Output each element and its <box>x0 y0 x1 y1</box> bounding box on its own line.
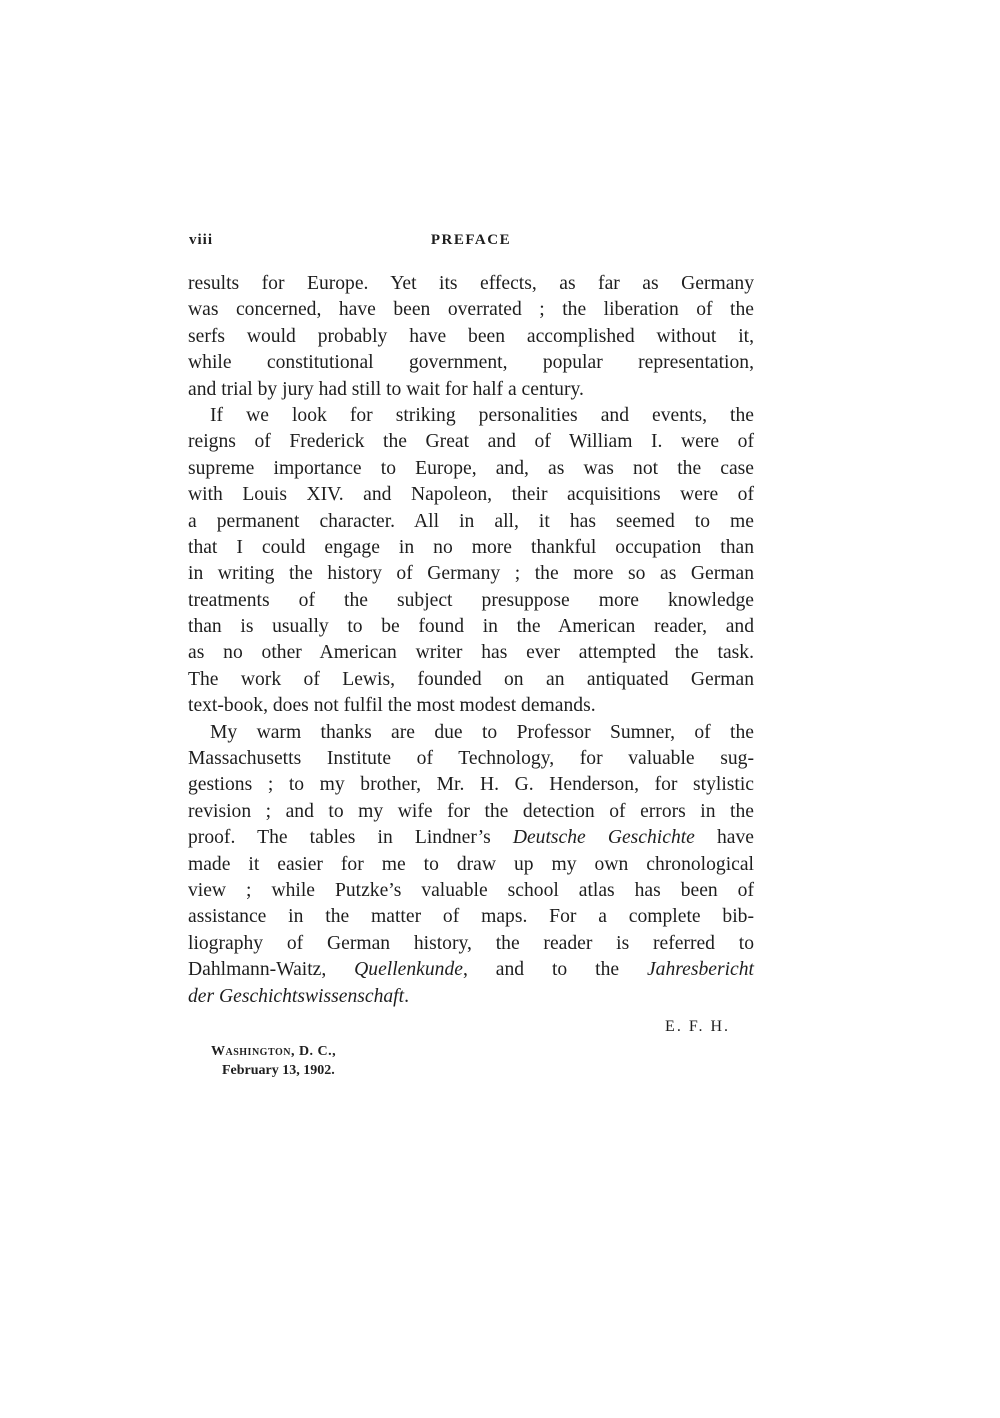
author-initials: E. F. H. <box>665 1018 730 1035</box>
text-fragment: , and to the <box>462 959 647 981</box>
text-line: results for Europe. Yet its effects, as far as Germany <box>188 273 754 294</box>
text-line: supreme importance to Europe, and, as was not the case <box>188 457 754 479</box>
text-line: and trial by jury had still to wait for half a century. <box>188 378 584 400</box>
running-title: PREFACE <box>430 232 512 248</box>
text-line: Massachusetts Institute of Technology, for valuable sug- <box>188 748 754 770</box>
text-line: If we look for striking personalities and events, the <box>210 404 754 426</box>
text-line: with Louis XIV. and Napoleon, their acquisitions were of <box>188 484 754 506</box>
text-fragment: . <box>404 985 409 1007</box>
text-line: while constitutional government, popular representation, <box>188 352 754 374</box>
running-head <box>189 232 753 254</box>
text-line: liography of German history, the reader is referred to <box>188 932 754 954</box>
preface-body <box>188 271 754 1010</box>
text-line: My warm thanks are due to Professor Sumner, of the <box>210 721 754 743</box>
text-line: revision ; and to my wife for the detection of errors in the <box>188 800 754 822</box>
text-line: The work of Lewis, founded on an antiquated German <box>188 668 754 690</box>
text-line: in writing the history of Germany ; the more so as German <box>188 563 754 585</box>
dateline-place: Washington, D. C., <box>211 1044 337 1059</box>
text-fragment: Dahlmann-Waitz, <box>188 959 355 981</box>
book-title-quellenkunde: Quellenkunde <box>354 959 463 981</box>
text-line: was concerned, have been overrated ; the liberation of the <box>188 299 754 321</box>
dateline <box>211 1042 336 1080</box>
text-line <box>188 957 754 983</box>
text-line: made it easier for me to draw up my own chronological <box>188 853 754 875</box>
text-line: than is usually to be found in the American reader, and <box>188 616 754 638</box>
text-line: view ; while Putzke’s valuable school atlas has been of <box>188 879 754 901</box>
dateline-date: February 13, 1902. <box>222 1063 335 1078</box>
text-fragment: proof. The tables in Lindner’s <box>188 827 513 849</box>
text-line: reigns of Frederick the Great and of William I. were of <box>188 431 754 453</box>
text-line: as no other American writer has ever attempted the task. <box>188 642 754 664</box>
book-title-deutsche-geschichte: Deutsche Geschichte <box>512 827 695 849</box>
text-line: assistance in the matter of maps. For a complete bib- <box>188 906 754 928</box>
text-line: a permanent character. All in all, it has seemed to me <box>188 510 754 532</box>
text-line: that I could engage in no more thankful occupation than <box>188 536 754 558</box>
text-line <box>188 984 754 1010</box>
paragraph-1 <box>188 271 754 403</box>
text-line: text-book, does not fulfil the most modest demands. <box>188 695 596 717</box>
text-line: gestions ; to my brother, Mr. H. G. Henderson, for stylistic <box>188 774 754 796</box>
book-title-geschichtswissenschaft: der Geschichtswissenschaft <box>188 985 405 1007</box>
text-line: treatments of the subject presuppose more knowledge <box>188 589 754 611</box>
text-fragment: have <box>694 827 754 849</box>
page-number: viii <box>189 232 214 248</box>
text-line: serfs would probably have been accomplished without it, <box>188 325 754 347</box>
paragraph-2 <box>188 403 754 720</box>
paragraph-3 <box>188 720 754 1010</box>
text-line <box>188 825 754 851</box>
book-title-jahresbericht: Jahresbericht <box>646 959 754 981</box>
